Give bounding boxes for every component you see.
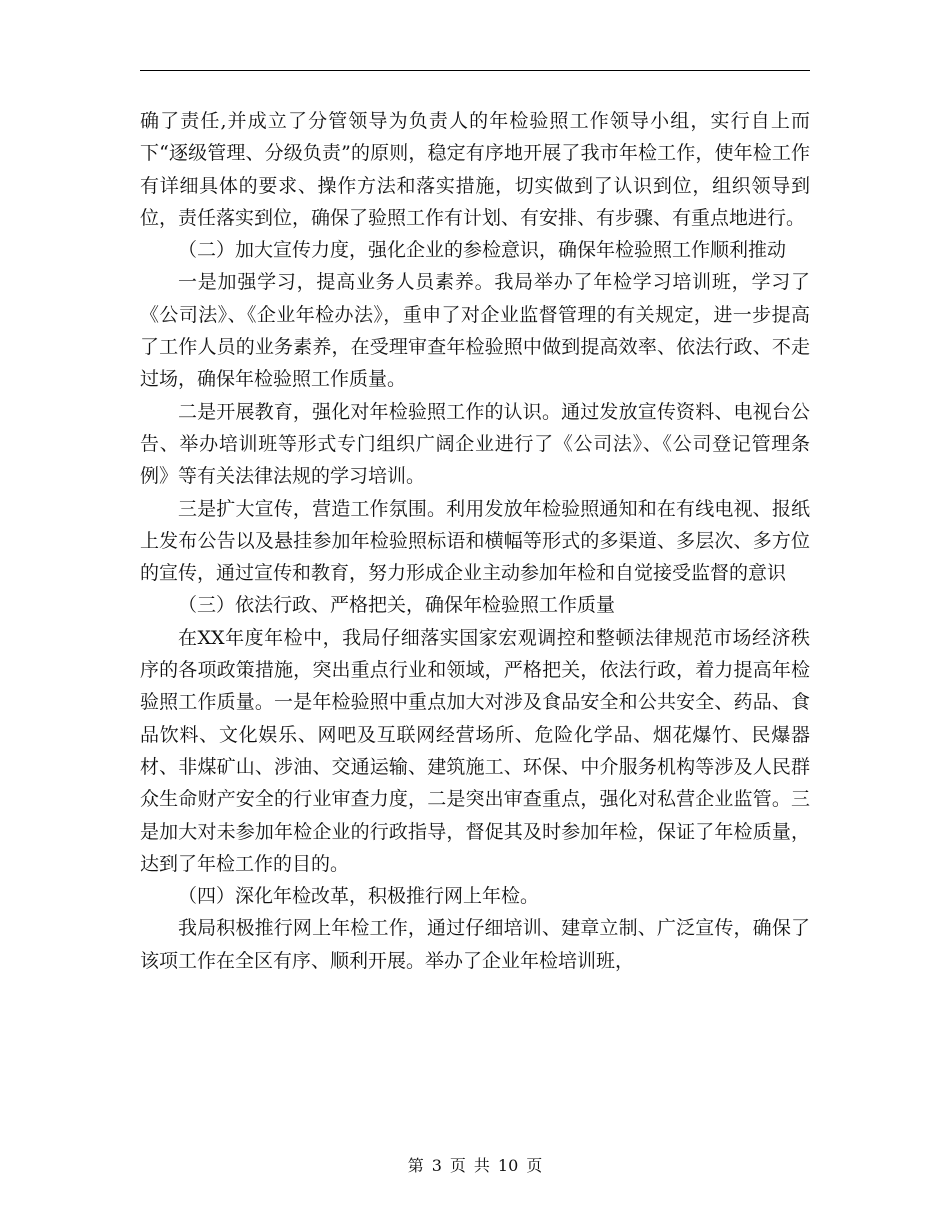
paragraph: 一是加强学习，提高业务人员素养。我局举办了年检学习培训班，学习了《公司法》、《企业年检办法》，重申了对企业监督管理的有关规定，进一步提高了工作人员的业务素养，在受理审查年检验照中做到提高效率、依法行政、不走过场，确保年检验照工作质量。 bbox=[140, 271, 810, 391]
section-heading: （二）加大宣传力度，强化企业的参检意识，确保年检验照工作顺利推动 bbox=[178, 239, 787, 262]
footer-page-number: 3 bbox=[431, 1156, 442, 1175]
paragraph: 三是扩大宣传，营造工作氛围。利用发放年检验照通知和在有线电视、报纸上发布公告以及悬挂参加年检验照标语和横幅等形式的多渠道、多层次、多方位的宣传，通过宣传和教育，努力形成企业主动参加年检和自觉接受监督的意识 bbox=[140, 497, 810, 585]
body-text bbox=[140, 105, 810, 977]
section-heading: （三）依法行政、严格把关，确保年检验照工作质量 bbox=[178, 594, 616, 617]
footer-total-prefix: 共 bbox=[473, 1156, 490, 1175]
footer-total-pages: 10 bbox=[497, 1156, 519, 1175]
paragraph: 二是开展教育，强化对年检验照工作的认识。通过发放宣传资料、电视台公告、举办培训班等形式专门组织广阔企业进行了《公司法》、《公司登记管理条例》等有关法律法规的学习培训。 bbox=[140, 400, 810, 488]
footer-prefix: 第 bbox=[407, 1156, 424, 1175]
paragraph: 我局积极推行网上年检工作，通过仔细培训、建章立制、广泛宣传，确保了该项工作在全区有序、顺利开展。举办了企业年检培训班， bbox=[140, 917, 810, 972]
footer-page-word: 页 bbox=[449, 1156, 466, 1175]
paragraph: 确了责任,并成立了分管领导为负责人的年检验照工作领导小组，实行自上而下“逐级管理、分级负责”的原则，稳定有序地开展了我市年检工作，使年检工作有详细具体的要求、操作方法和落实措施，切实做到了认识到位，组织领导到位，责任落实到位，确保了验照工作有计划、有安排、有步骤、有重点地进行。 bbox=[140, 110, 810, 229]
paragraph: 在XX年度年检中，我局仔细落实国家宏观调控和整顿法律规范市场经济秩序的各项政策措施，突出重点行业和领域，严格把关，依法行政，着力提高年检验照工作质量。一是年检验照中重点加大对涉及食品安全和公共安全、药品、食品饮料、文化娱乐、网吧及互联网经营场所、危险化学品、烟花爆竹、民爆器材、非煤矿山、涉油、交通运输、建筑施工、环保、中介服务机构等涉及人民群众生命财产安全的行业审查力度，二是突出审查重点，强化对私营企业监管。三是加大对未参加年检企业的行政指导，督促其及时参加年检，保证了年检质量，达到了年检工作的目的。 bbox=[140, 626, 810, 875]
page-footer bbox=[0, 1153, 950, 1176]
section-heading: （四）深化年检改革，积极推行网上年检。 bbox=[178, 885, 540, 908]
header-rule bbox=[140, 70, 810, 71]
footer-suffix: 页 bbox=[526, 1156, 543, 1175]
